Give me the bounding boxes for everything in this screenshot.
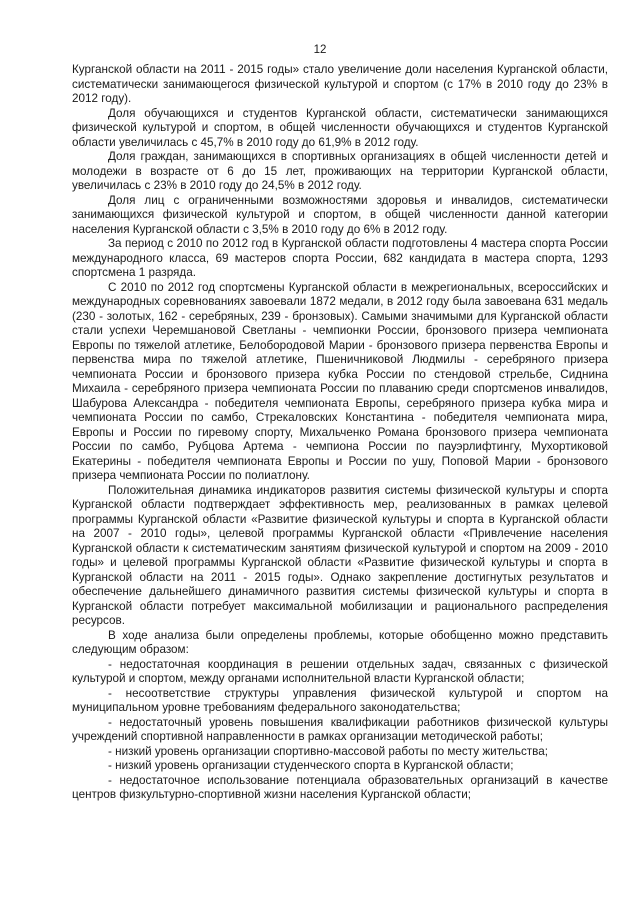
paragraph-5: За период с 2010 по 2012 год в Курганской области подготовлены 4 мастера спорта России международного класса, 69 мастеров спорта России, 682 кандидата в мастера спорта, 1293 спортсмена 1 разряда. [72,237,608,279]
paragraph-2: Доля обучающихся и студентов Курганской области, систематически занимающихся физической культурой и спортом, в общей численности обучающихся и студентов Курганской области увеличилась с 45,7% в 2010 году до 61,9% в 2012 году. [72,106,608,149]
list-item: - недостаточное использование потенциала образовательных организаций в качестве центров физкультурно-спортивной жизни населения Курганской области; [72,773,608,801]
page-number: 12 [313,44,327,56]
list-item: - недостаточная координация в решении отдельных задач, связанных с физической культурой и спортом, между органами исполнительной власти Курганской области; [72,657,608,685]
list-item: - низкий уровень организации студенческого спорта в Курганской области; [108,759,514,772]
document-body [72,63,608,803]
list-item: - несоответствие структуры управления физической культурой и спортом на муниципальном уровне требованиям федерального законодательства; [72,686,608,714]
paragraph-8: В ходе анализа были определены проблемы, которые обобщенно можно представить следующим образом: [72,628,608,656]
paragraph-4: Доля лиц с ограниченными возможностями здоровья и инвалидов, систематически занимающихся физической культурой и спортом, в общей численности данной категории населения Курганской области с 3,5% в 2010 году до 6% в 2012 году. [72,193,608,236]
paragraph-1: Курганской области на 2011 - 2015 годы» стало увеличение доли населения Курганской области, систематически занимающегося физической культурой и спортом (с 17% в 2010 году до 23% в 2012 году). [72,63,608,105]
list-item: - низкий уровень организации спортивно-массовой работы по месту жительства; [108,744,548,758]
paragraph-3: Доля граждан, занимающихся в спортивных организациях в общей численности детей и молодежи в возрасте от 6 до 15 лет, проживающих на территории Курганской области, увеличилась с 23% в 2010 году до 24,5% в 2012 году. [72,150,608,192]
paragraph-6: С 2010 по 2012 год спортсмены Курганской области в межрегиональных, всероссийских и международных соревнованиях завоевали 1872 медали, в 2012 году была завоевана 631 медаль (230 - золотых, 162 - серебряных, 239 - бронзовых). Самыми значимыми для Курганской области стали успехи Черемшановой Светланы - чемпионки России, бронзового призера чемпионата Европы по тяжелой атлетике, Белобородовой Марии - бронзового призера первенства Европы и первенства мира по тяжелой атлетике, Пшеничниковой Людмилы - серебряного призера чемпионата России и бронзового призера кубка России по стендовой стрельбе, Сиднина Михаила - серебряного призера чемпионата России по плаванию среди спортсменов инвалидов, Шабурова Александра - победителя чемпионата Европы, серебряного призера кубка мира и чемпионата России по самбо, Стрекаловских Константина - победителя чемпионата мира, Европы и России по гиревому спорту, Михальченко Романа бронзового призера чемпионата России по самбо, Рубцова Артема - чемпиона России по пауэрлифтингу, Мухортиковой Екатерины - победителя чемпионата Европы и России по ушу, Поповой Марии - бронзового призера чемпионата России по полиатлону. [72,280,608,482]
list-item: - недостаточный уровень повышения квалификации работников физической культуры учреждений спортивной направленности в рамках организации методической работы; [72,715,608,743]
paragraph-7: Положительная динамика индикаторов развития системы физической культуры и спорта Курганской области подтверждает эффективность мер, реализованных в рамках целевой программы Курганской области «Развитие физической культуры и спорта в Курганской области на 2007 - 2010 годы», целевой программы Курганской области «Привлечение населения Курганской области к систематическим занятиям физической культурой и спортом на 2009 - 2010 годы» и целевой программы Курганской области «Развитие физической культуры и спорта в Курганской области на 2011 - 2015 годы». Однако закрепление достигнутых результатов и обеспечение дальнейшего динамичного развития системы физической культуры и спорта в Курганской области потребует максимальной мобилизации и рационального распределения ресурсов. [72,483,608,627]
